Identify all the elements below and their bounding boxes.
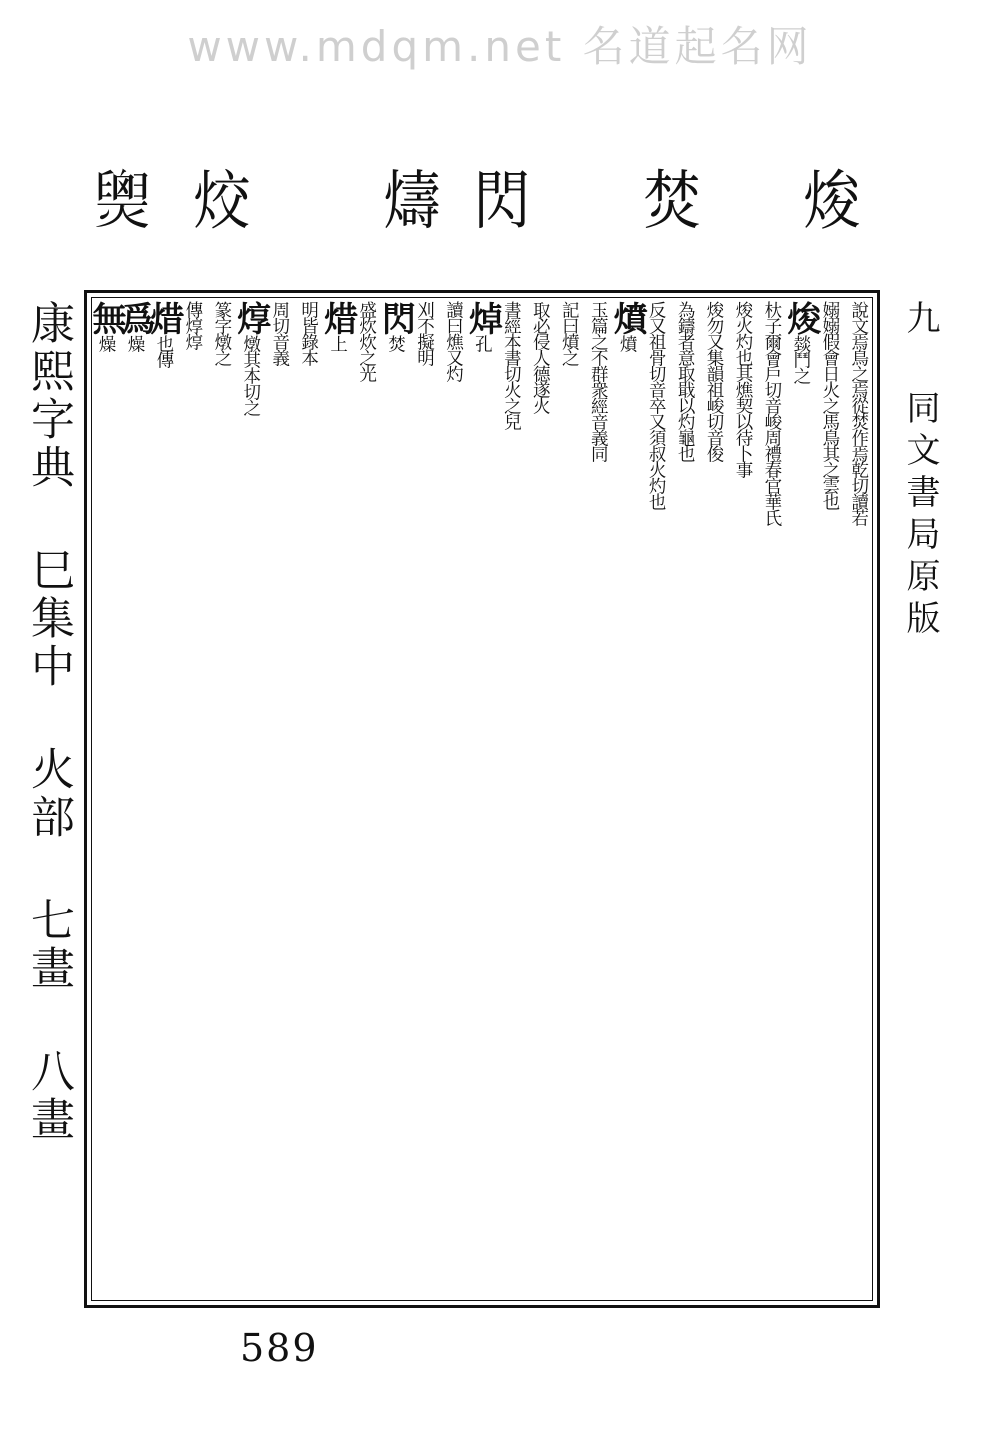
entry-text: 嫋嫋假會日火之馬鳥其之雲也: [819, 301, 840, 509]
text-column: [269, 301, 290, 1297]
text-column: [462, 301, 503, 1297]
text-column: [356, 301, 377, 1297]
headword: 閃: [375, 301, 416, 335]
entry-text: 玉篇之不群衆經音義同: [588, 301, 609, 461]
entry-text: 為鑄者意取戢以灼龜也: [675, 301, 696, 461]
right-margin: [880, 300, 960, 1300]
text-column: [558, 301, 579, 1297]
seal-char: 閃: [473, 165, 531, 239]
headword: 焟: [143, 301, 184, 335]
text-column: [761, 301, 782, 1297]
text-column: [230, 301, 271, 1297]
text-frame: [84, 290, 880, 1308]
entry-text: 書經本書切火之兒: [501, 301, 522, 429]
headword: 焞: [230, 301, 271, 335]
watermark-text: www.mdqm.net 名道起名网: [187, 22, 813, 71]
seal-char: 焚: [643, 165, 701, 239]
text-column: [819, 301, 840, 1297]
text-column: [143, 301, 184, 1297]
seal-char: 𤐫: [93, 165, 151, 239]
text-column: [529, 301, 550, 1297]
entry-text: 取必侵人德遂火: [530, 301, 551, 413]
headword: 燌: [607, 301, 648, 335]
text-column: [298, 301, 319, 1297]
text-column: [375, 301, 416, 1297]
entry-text: 讀曰燋又灼: [443, 301, 464, 381]
radical-label: 火部: [23, 746, 74, 842]
seal-char: 烄: [193, 165, 251, 239]
text-column: [587, 301, 608, 1297]
entry-text: 上: [327, 335, 348, 351]
entry-text: 燥: [96, 335, 116, 351]
headword: 爲: [114, 301, 155, 335]
entry-text: 說文焉鳥之焉從焚作焉乾切讀若: [848, 301, 869, 525]
seal-script-row: [80, 165, 950, 280]
text-column: [211, 301, 232, 1297]
publisher-label: 同文書局原版: [900, 390, 940, 642]
seal-char: 燽: [383, 165, 441, 239]
entry-text: 傳焞焞: [182, 301, 203, 349]
headword: 焯: [462, 301, 503, 335]
strokes-label: 七畫 八畫: [23, 897, 74, 1144]
text-columns: [86, 301, 869, 1297]
entry-text: 明皆錄本: [298, 301, 319, 365]
text-column: [317, 301, 358, 1297]
page-mark: 九: [900, 300, 940, 342]
text-column: [732, 301, 753, 1297]
entry-text: 焌火灼也其燋契以待卜事: [732, 301, 753, 477]
entry-text: 燉其本切之: [240, 335, 261, 415]
text-column: [442, 301, 463, 1297]
text-column: [607, 301, 648, 1297]
text-column: [645, 301, 666, 1297]
entry-text: 刈不擬明: [414, 301, 435, 365]
volume-label: 巳集中: [23, 547, 74, 691]
entry-text: 周切音義: [269, 301, 290, 365]
entry-text: 燅鬥之: [790, 335, 811, 383]
entry-text: 孔: [472, 335, 493, 351]
text-column: [703, 301, 724, 1297]
dictionary-title: 康熙字典: [23, 300, 74, 492]
entry-text: 焚: [385, 335, 406, 351]
text-column: [182, 301, 203, 1297]
entry-text: 燌: [617, 335, 638, 351]
text-column: [86, 301, 126, 1297]
left-margin-title: [8, 300, 88, 1300]
text-column: [848, 301, 869, 1297]
headword: 焟: [317, 301, 358, 335]
page-number: 589: [240, 1326, 319, 1370]
headword: 焌: [780, 301, 821, 335]
entry-text: 焌勿又集韻祖峻切音俊: [704, 301, 725, 461]
entry-text: 記曰燌之: [559, 301, 580, 365]
entry-text: 也傳: [153, 335, 174, 367]
entry-text: 燥: [124, 335, 145, 351]
text-column: [413, 301, 434, 1297]
entry-text: 杕子爾會戶切音峻周禮春官華氏: [761, 301, 782, 525]
text-column: [114, 301, 155, 1297]
seal-char: 焌: [803, 165, 861, 239]
text-column: [674, 301, 695, 1297]
entry-text: 篆字燉之: [211, 301, 232, 365]
entry-text: 反又祖骨切音卒又須叔火灼也: [646, 301, 667, 509]
text-column: [500, 301, 521, 1297]
entry-text: 盛炊炊之光: [356, 301, 377, 381]
text-column: [780, 301, 821, 1297]
headword: 無: [86, 301, 126, 335]
